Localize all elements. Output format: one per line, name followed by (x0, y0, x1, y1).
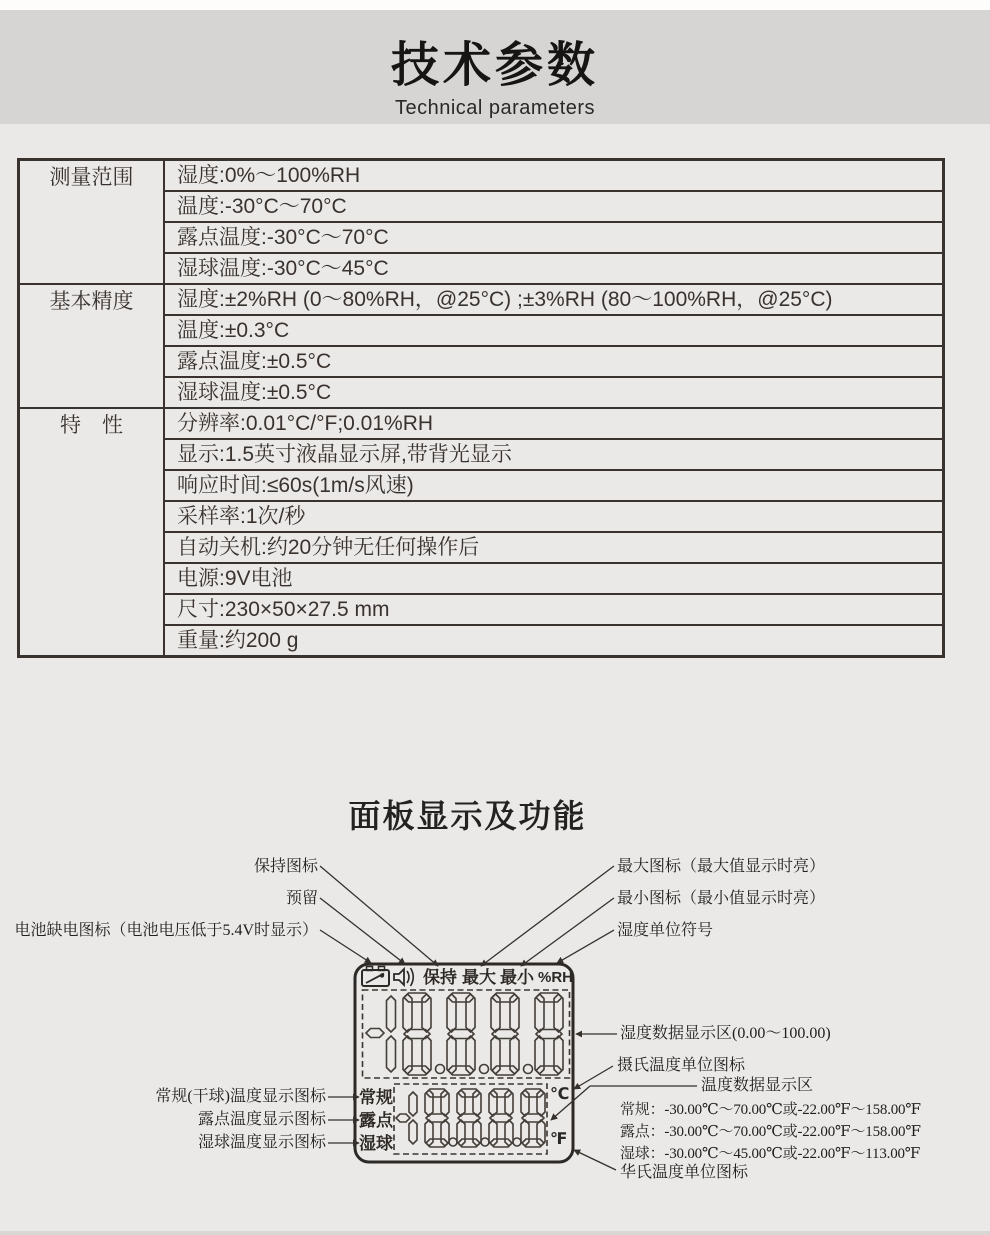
leader-fahrenheit (574, 1150, 616, 1170)
decimal-point (480, 1065, 489, 1074)
decimal-point (449, 1138, 457, 1146)
lcd-celsius-unit: ℃ (550, 1086, 570, 1103)
callout-humidity-area: 湿度数据显示区(0.00～100.00) (620, 1025, 831, 1042)
decimal-point (524, 1065, 533, 1074)
lcd-wet-indicator: 湿球 (359, 1134, 393, 1153)
spec-cell: 湿球温度:-30°C～45°C (164, 253, 944, 284)
callout-min: 最小图标（最小值显示时亮） (617, 890, 826, 907)
callout-range-dew: 露点：-30.00℃～70.00℃或-22.00℉～158.00℉ (620, 1124, 921, 1140)
spec-cell: 响应时间:≤60s(1m/s风速) (164, 470, 944, 501)
callout-hold: 保持图标 (253, 858, 318, 875)
spec-cell: 湿度:0%～100%RH (164, 160, 944, 192)
spec-cell: 露点温度:±0.5°C (164, 346, 944, 377)
section-title: 面板显示及功能 (348, 797, 587, 834)
spec-cell: 湿度:±2%RH (0～80%RH，@25°C) ;±3%RH (80～100%RH，@25°C) (164, 284, 944, 315)
spec-cell: 显示:1.5英寸液晶显示屏,带背光显示 (164, 439, 944, 470)
spec-cell: 采样率:1次/秒 (164, 501, 944, 532)
lcd-hold-indicator: 保持 (423, 968, 457, 987)
lcd-rh-unit: %RH (538, 969, 574, 986)
spec-cell: 湿球温度:±0.5°C (164, 377, 944, 408)
decimal-point (436, 1065, 445, 1074)
lcd-min-indicator: 最小 (500, 968, 534, 987)
callout-fahrenheit: 华氏温度单位图标 (620, 1164, 749, 1181)
decimal-point (481, 1138, 489, 1146)
callout-range-wet: 湿球：-30.00℃～45.00℃或-22.00℉～113.00℉ (620, 1146, 921, 1162)
battery-low-icon (362, 967, 389, 987)
spec-cell: 重量:约200 g (164, 625, 944, 657)
leader-reserved (320, 898, 405, 964)
spec-cell: 尺寸:230×50×27.5 mm (164, 594, 944, 625)
spec-cell: 分辨率:0.01°C/°F;0.01%RH (164, 408, 944, 439)
speaker-icon (394, 968, 413, 986)
bottom-strip (0, 1231, 990, 1235)
spec-cell: 温度:±0.3°C (164, 315, 944, 346)
callout-battery: 电池缺电图标（电池电压低于5.4V时显示） (14, 922, 318, 939)
seven-segment-digits (366, 993, 563, 1147)
lcd-max-indicator: 最大 (462, 968, 496, 987)
callout-range-normal: 常规：-30.00℃～70.00℃或-22.00℉～158.00℉ (620, 1102, 921, 1118)
callout-wet-icon: 湿球温度显示图标 (197, 1134, 326, 1151)
callout-celsius: 摄氏温度单位图标 (617, 1057, 746, 1074)
leader-hold (320, 866, 438, 966)
lcd-normal-indicator: 常规 (359, 1088, 393, 1107)
decimal-point (513, 1138, 521, 1146)
lcd-fahrenheit-unit: ℉ (550, 1131, 568, 1148)
spec-group-header: 基本精度 (19, 284, 165, 408)
spec-group-header: 测量范围 (19, 160, 165, 285)
leader-min (521, 898, 614, 966)
spec-cell: 露点温度:-30°C～70°C (164, 222, 944, 253)
callout-rh-unit: 湿度单位符号 (617, 922, 714, 939)
spec-group-header: 特 性 (19, 408, 165, 657)
page-title: 技术参数 (390, 39, 599, 92)
spec-cell: 温度:-30°C～70°C (164, 191, 944, 222)
callout-reserved: 预留 (285, 890, 318, 907)
callout-temp-area: 温度数据显示区 (701, 1077, 814, 1094)
spec-cell: 自动关机:约20分钟无任何操作后 (164, 532, 944, 563)
leader-battery (320, 930, 371, 963)
leader-max (481, 866, 614, 966)
lcd-dew-indicator: 露点 (359, 1111, 393, 1130)
spec-cell: 电源:9V电池 (164, 563, 944, 594)
callout-max: 最大图标（最大值显示时亮） (617, 858, 826, 875)
page-subtitle: Technical parameters (394, 97, 596, 119)
leader-rh (557, 930, 614, 963)
callout-normal-icon: 常规(干球)温度显示图标 (155, 1088, 326, 1105)
callout-dew-icon: 露点温度显示图标 (197, 1111, 326, 1128)
